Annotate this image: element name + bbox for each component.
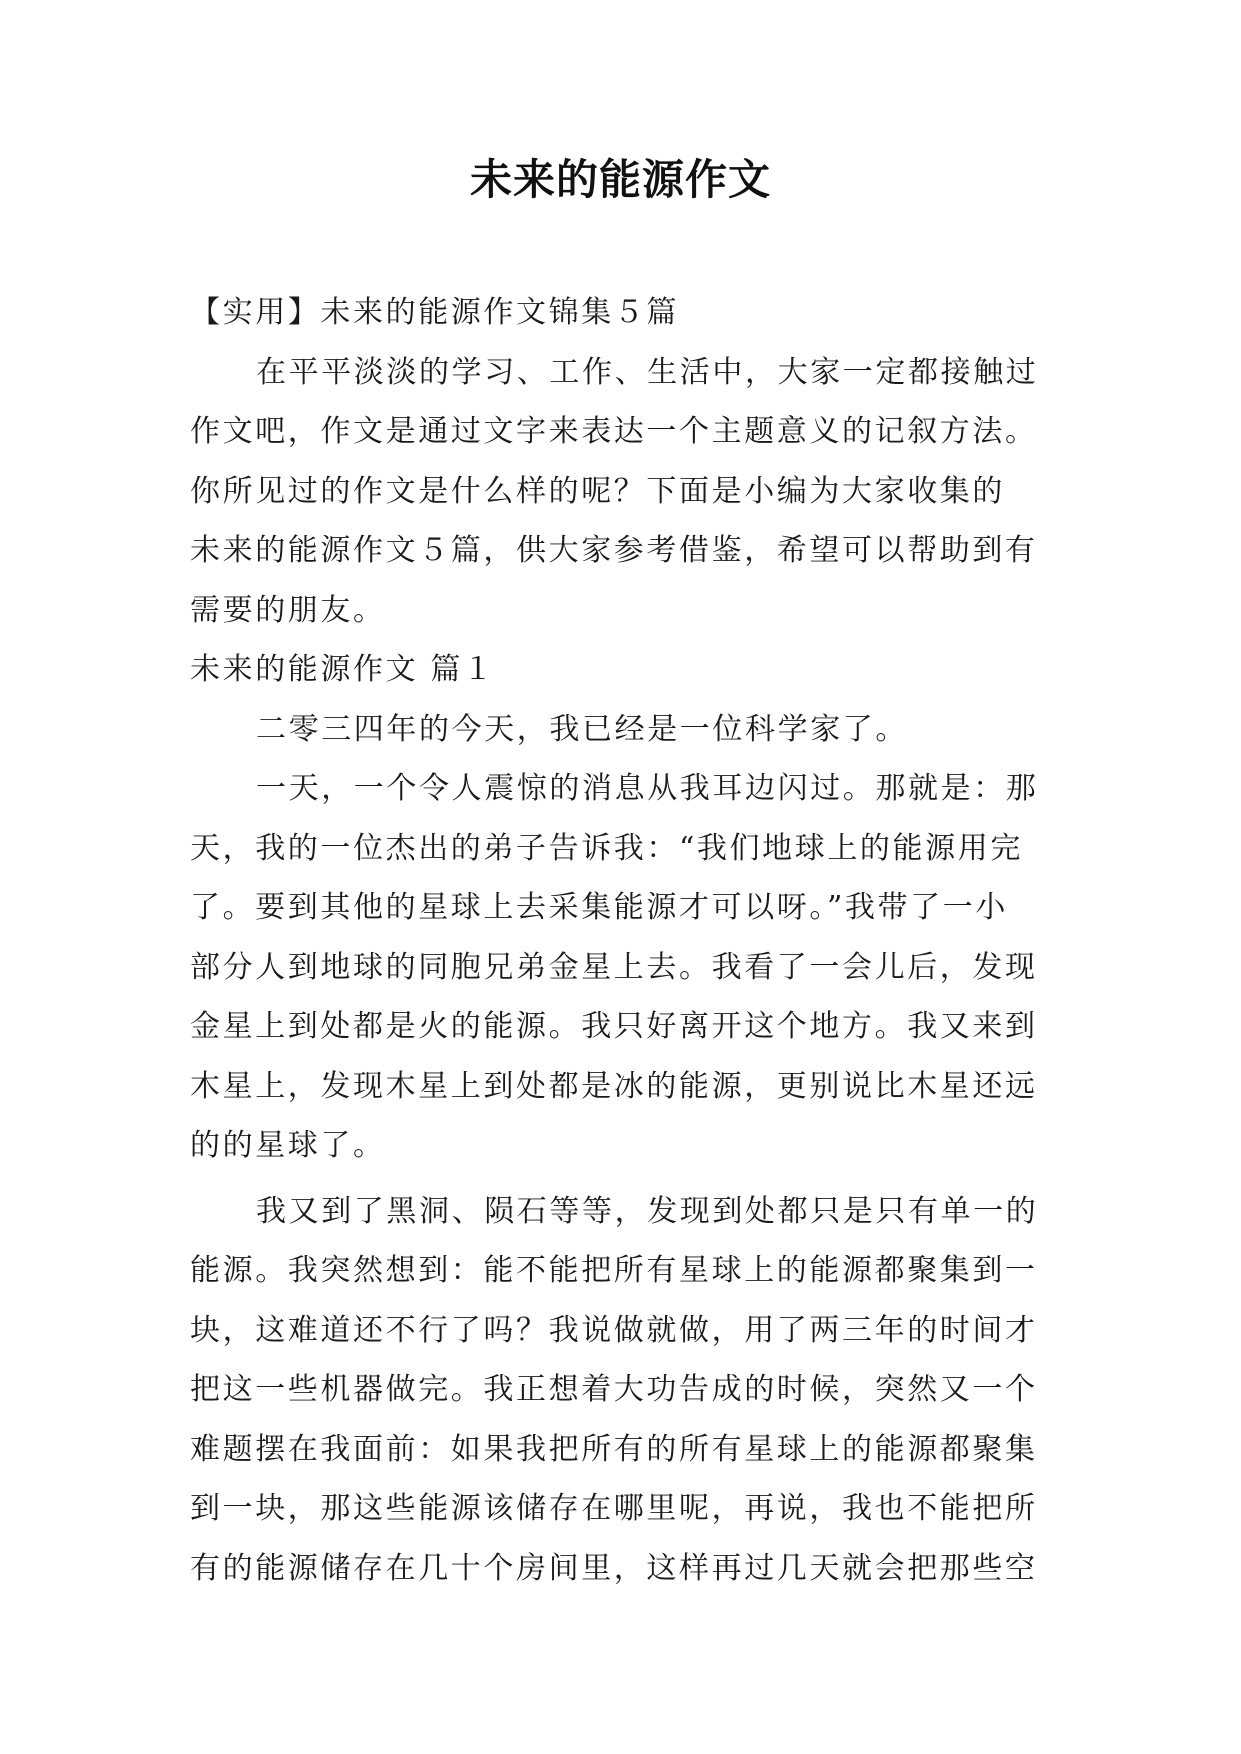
document-body [190,283,1070,1598]
paragraph-line: 有的能源储存在几十个房间里，这样再过几天就会把那些空 [190,1550,1038,1586]
paragraph-line: 部分人到地球的同胞兄弟金星上去。我看了一会儿后，发现 [190,949,1038,985]
paragraph-line: 块，这难道还不行了吗？我说做就做，用了两三年的时间才 [190,1312,1038,1348]
paragraph-line: 二零三四年的今天，我已经是一位科学家了。 [256,711,908,747]
intro-line: 你所见过的作文是什么样的呢？下面是小编为大家收集的 [190,473,1005,509]
intro-line: 需要的朋友。 [190,592,386,628]
paragraph-line: 的的星球了。 [190,1128,386,1163]
paragraph-line: 到一块，那这些能源该储存在哪里呢，再说，我也不能把所 [190,1491,1038,1526]
intro-line: 在平平淡淡的学习、工作、生活中，大家一定都接触过 [256,354,1039,390]
paragraph-line: 天，我的一位杰出的弟子告诉我：“我们地球上的能源用完 [190,830,1023,866]
paragraph-line: 木星上，发现木星上到处都是冰的能源，更别说比木星还远 [190,1068,1038,1104]
paragraph-line: 一天，一个令人震惊的消息从我耳边闪过。那就是：那 [256,771,1039,806]
paragraph-line: 难题摆在我面前：如果我把所有的所有星球上的能源都聚集 [190,1431,1038,1467]
paragraph-line: 把这一些机器做完。我正想着大功告成的时候，突然又一个 [190,1372,1038,1407]
intro-line: 作文吧，作文是通过文字来表达一个主题意义的记叙方法。 [190,414,1038,449]
paragraph-line: 金星上到处都是火的能源。我只好离开这个地方。我又来到 [190,1009,1038,1044]
section-heading: 未来的能源作文 篇１ [190,652,496,687]
subtitle-line: 【实用】未来的能源作文锦集５篇 [190,295,679,330]
paragraph-line: 我又到了黑洞、陨石等等，发现到处都只是只有单一的 [256,1193,1039,1229]
document-title: 未来的能源作文 [469,155,771,204]
paragraph-line: 能源。我突然想到：能不能把所有星球上的能源都聚集到一 [190,1253,1038,1288]
intro-line: 未来的能源作文５篇，供大家参考借鉴，希望可以帮助到有 [190,533,1038,568]
paragraph-line: 了。要到其他的星球上去采集能源才可以呀。”我带了一小 [190,890,1008,925]
